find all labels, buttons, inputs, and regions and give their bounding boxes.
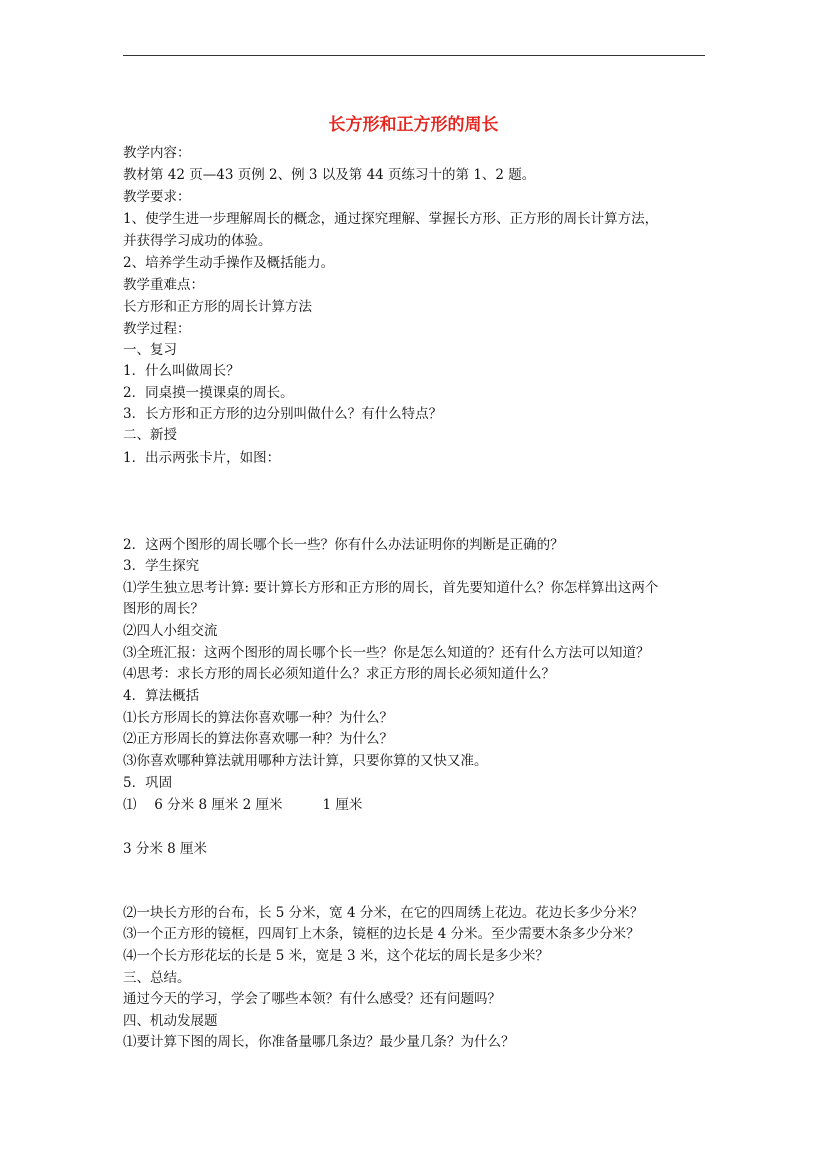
text-line: 通过今天的学习，学会了哪些本领？有什么感受？还有问题吗？ — [123, 991, 501, 1007]
text-line: 教学重难点： — [123, 277, 204, 293]
text-line: ⑶一个正方形的镜框，四周钉上木条，镜框的边长是 4 分米。至少需要木条多少分米？ — [123, 926, 640, 942]
header-rule — [123, 55, 705, 56]
text-line: ⑴要计算下图的周长，你准备量哪几条边？最少量几条？为什么？ — [123, 1034, 515, 1050]
text-line: 教学过程： — [123, 321, 191, 337]
exercise-unit-label: 1 厘米 — [322, 797, 363, 813]
text-line: 3．长方形和正方形的边分别叫做什么？有什么特点？ — [123, 406, 443, 422]
text-line: 2、培养学生动手操作及概括能力。 — [123, 255, 335, 271]
text-line: 教学要求： — [123, 189, 191, 205]
text-line: 教材第 42 页—43 页例 2、例 3 以及第 44 页练习十的第 1、2 题。 — [123, 167, 536, 183]
text-line: ⑵正方形周长的算法你喜欢哪一种？为什么？ — [123, 731, 393, 747]
text-line: 3 分米 8 厘米 — [123, 841, 208, 857]
text-line: ⑶全班汇报：这两个图形的周长哪个长一些？你是怎么知道的？还有什么方法可以知道？ — [123, 645, 650, 661]
text-line: ⑴学生独立思考计算: 要计算长方形和正方形的周长，首先要知道什么？你怎样算出这两个 — [123, 580, 659, 596]
text-line: 三、总结。 — [123, 970, 191, 986]
text-line: ⑵一块长方形的台布，长 5 分米，宽 4 分米，在它的四周绣上花边。花边长多少分米？ — [123, 905, 644, 921]
text-line — [123, 795, 362, 815]
text-line: 并获得学习成功的体验。 — [123, 233, 272, 249]
text-line: 四、机动发展题 — [123, 1013, 218, 1029]
exercise-dimensions: ⑴ 6 分米 8 厘米 2 厘米 — [123, 797, 283, 813]
text-line: ⑷思考：求长方形的周长必须知道什么？求正方形的周长必须知道什么？ — [123, 666, 555, 682]
text-line: 教学内容： — [123, 145, 191, 161]
text-line: 3．学生探究 — [123, 558, 200, 574]
text-line: 2．这两个图形的周长哪个长一些？你有什么办法证明你的判断是正确的？ — [123, 537, 564, 553]
text-line: ⑶你喜欢哪种算法就用哪种方法计算，只要你算的又快又准。 — [123, 753, 488, 769]
text-line: ⑵四人小组交流 — [123, 623, 218, 639]
page-title: 长方形和正方形的周长 — [328, 115, 499, 135]
text-line: 5．巩固 — [123, 775, 173, 791]
text-line: ⑷一个长方形花坛的长是 5 米，宽是 3 米，这个花坛的周长是多少米？ — [123, 948, 549, 964]
text-line: 二、新授 — [123, 427, 177, 443]
text-line: 1．什么叫做周长？ — [123, 363, 240, 379]
text-line: ⑴长方形周长的算法你喜欢哪一种？为什么？ — [123, 710, 393, 726]
text-line: 4．算法概括 — [123, 688, 200, 704]
text-line: 2．同桌摸一摸课桌的周长。 — [123, 385, 294, 401]
text-line: 图形的周长？ — [123, 601, 204, 617]
text-line: 长方形和正方形的周长计算方法 — [123, 299, 312, 315]
text-line: 一、复习 — [123, 342, 177, 358]
text-line: 1、使学生进一步理解周长的概念，通过探究理解、掌握长方形、正方形的周长计算方法， — [123, 211, 659, 227]
text-line: 1．出示两张卡片，如图： — [123, 450, 281, 466]
